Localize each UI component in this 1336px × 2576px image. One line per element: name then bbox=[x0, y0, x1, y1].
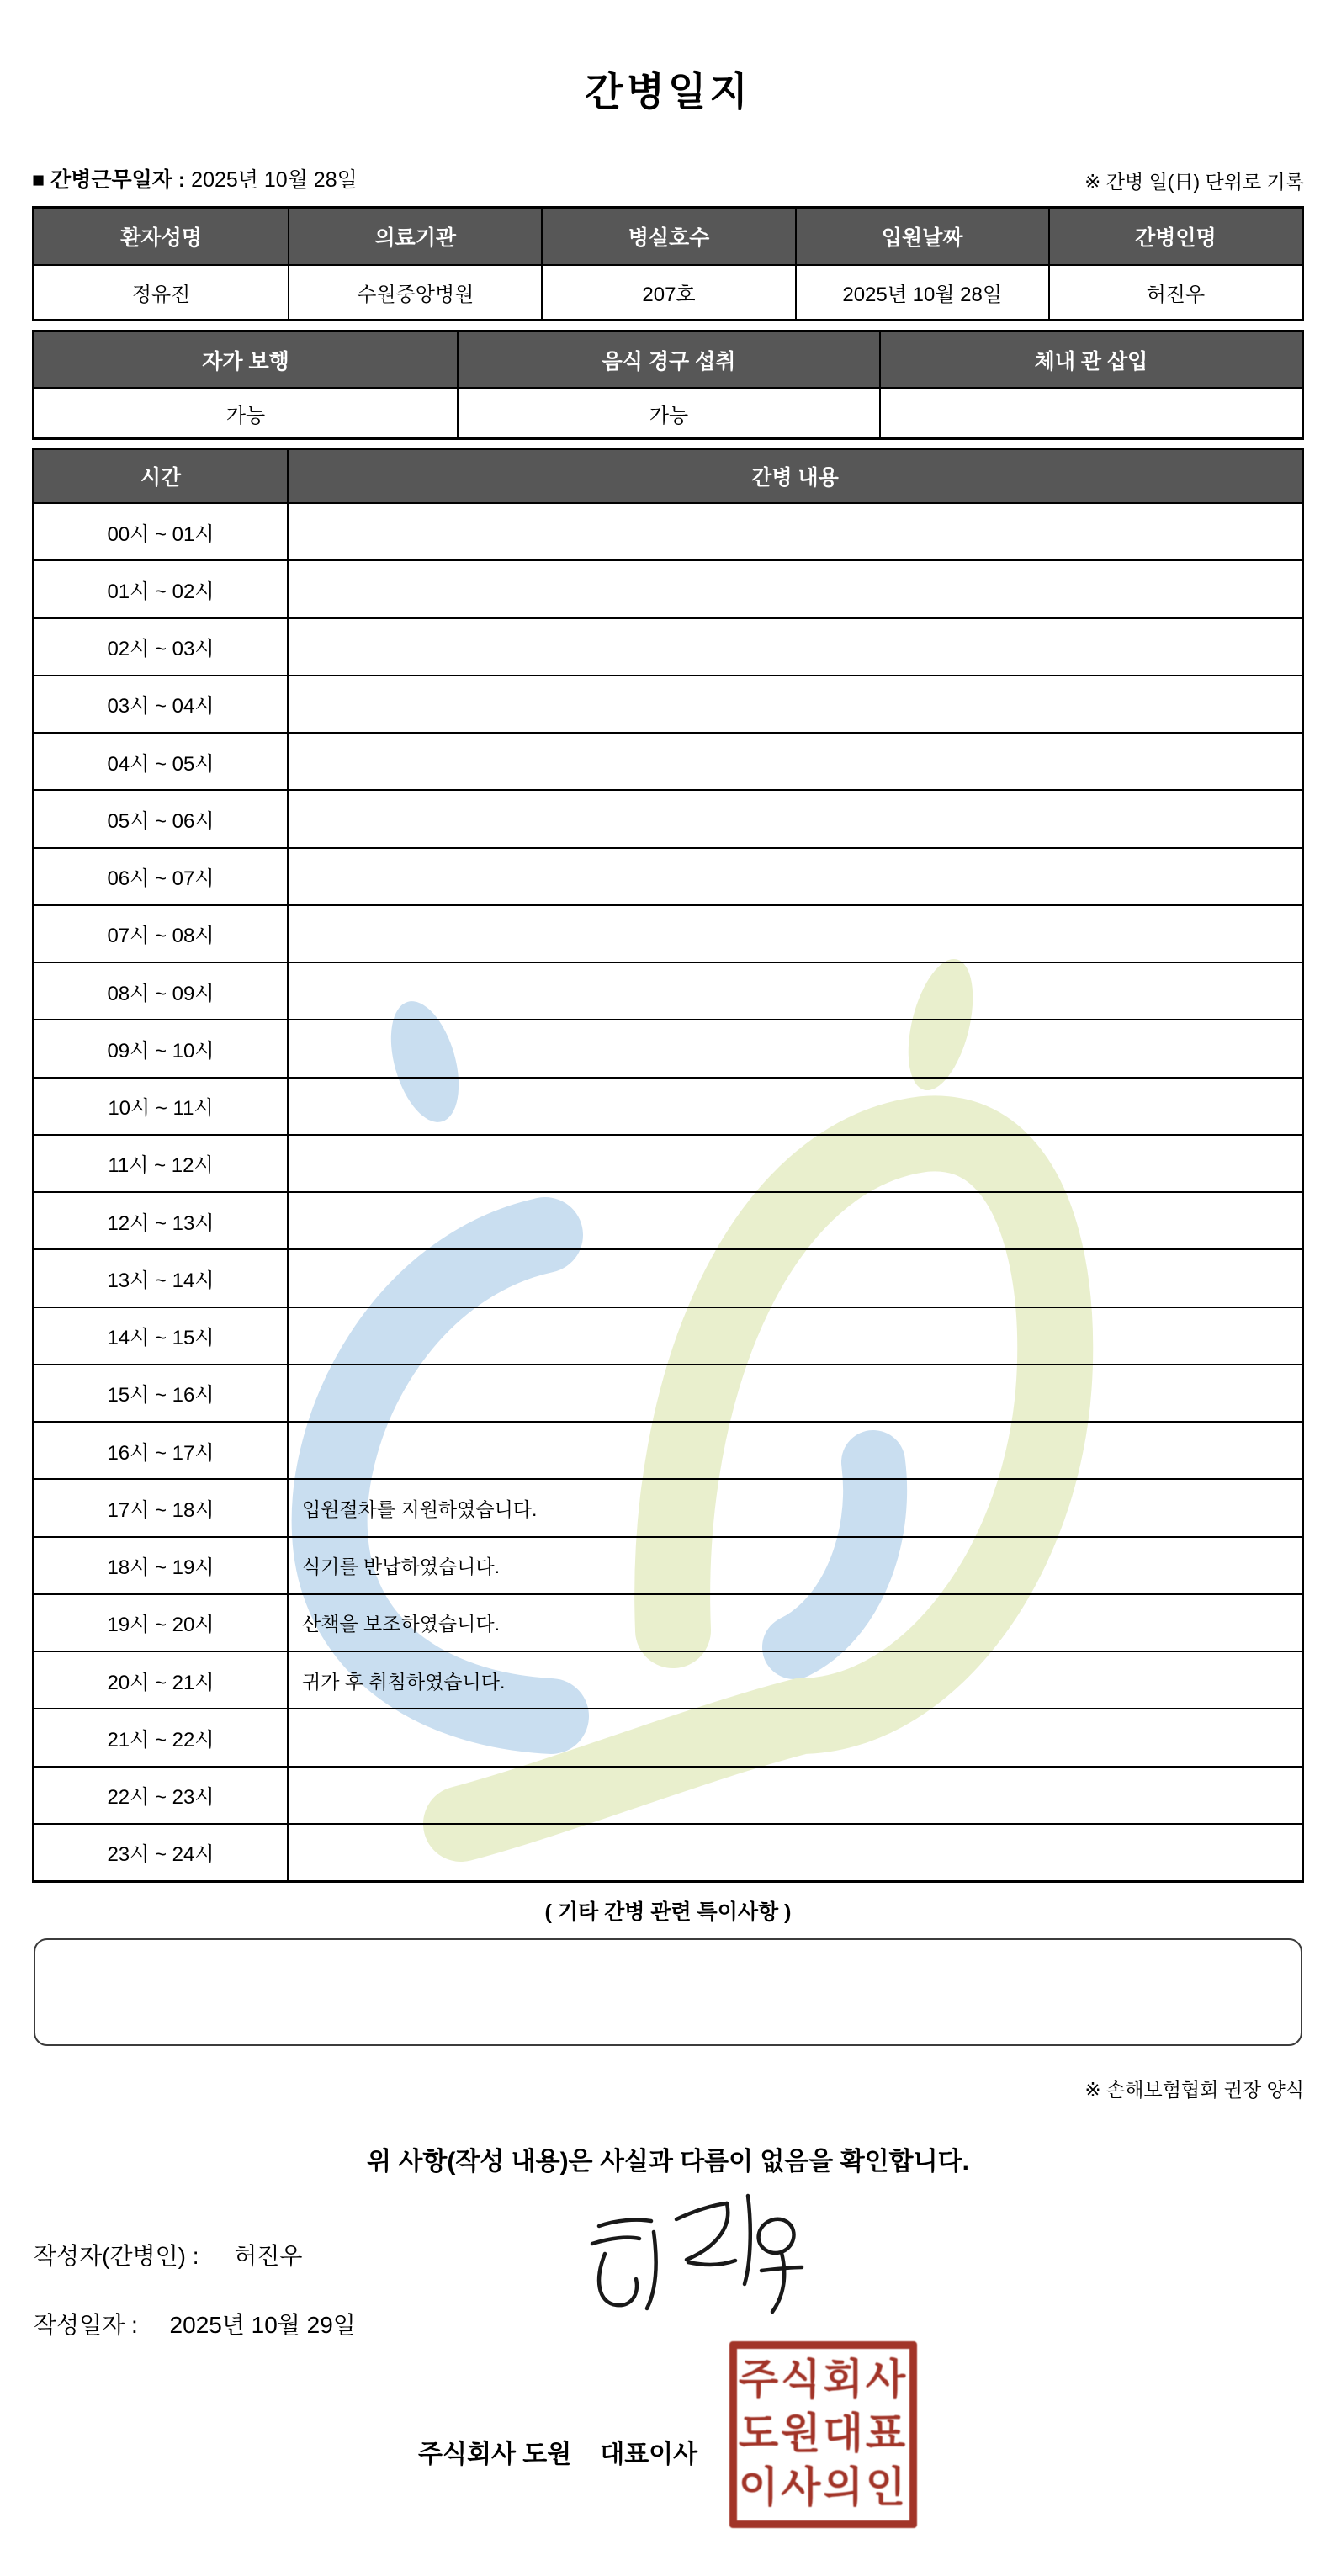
log-row-time: 04시 ~ 05시 bbox=[34, 732, 287, 789]
special-notes-label: ( 기타 간병 관련 특이사항 ) bbox=[544, 1900, 792, 1924]
writer-name: 허진우 bbox=[234, 2243, 303, 2269]
written-date-line bbox=[34, 2307, 356, 2340]
log-row-time: 17시 ~ 18시 bbox=[34, 1478, 287, 1535]
log-row-content bbox=[287, 904, 1302, 962]
company-name: 주식회사 도원 bbox=[418, 2441, 572, 2468]
writer-label: 작성자(간병인) : bbox=[34, 2243, 199, 2269]
log-row-time: 03시 ~ 04시 bbox=[34, 675, 287, 732]
confirmation-statement: 위 사항(작성 내용)은 사실과 다름이 없음을 확인합니다. bbox=[367, 2148, 969, 2176]
patient-status-table bbox=[32, 330, 1304, 440]
log-row-time: 18시 ~ 19시 bbox=[34, 1536, 287, 1593]
log-row-content bbox=[287, 1766, 1302, 1823]
status-table-value-cell: 가능 bbox=[34, 387, 457, 437]
log-row-time: 22시 ~ 23시 bbox=[34, 1766, 287, 1823]
log-row-content bbox=[287, 502, 1302, 559]
log-row-time: 01시 ~ 02시 bbox=[34, 559, 287, 617]
patient-table-header-cell: 입원날짜 bbox=[795, 209, 1048, 264]
log-row-time: 20시 ~ 21시 bbox=[34, 1651, 287, 1708]
log-row-time: 13시 ~ 14시 bbox=[34, 1248, 287, 1306]
log-row-content bbox=[287, 617, 1302, 675]
patient-table-value-cell: 2025년 10월 28일 bbox=[795, 264, 1048, 319]
status-table-header-cell: 음식 경구 섭취 bbox=[457, 332, 879, 387]
log-row-time: 11시 ~ 12시 bbox=[34, 1134, 287, 1191]
writer-line bbox=[34, 2238, 302, 2271]
log-row-content: 식기를 반납하였습니다. bbox=[287, 1536, 1302, 1593]
record-unit-note: ※ 간병 일(日) 단위로 기록 bbox=[1084, 171, 1304, 193]
log-time-header: 시간 bbox=[34, 450, 287, 502]
log-content-header: 간병 내용 bbox=[287, 450, 1302, 502]
patient-table-value-cell: 정유진 bbox=[34, 264, 288, 319]
log-row-content bbox=[287, 1364, 1302, 1421]
company-line bbox=[418, 2433, 697, 2470]
log-row-time: 15시 ~ 16시 bbox=[34, 1364, 287, 1421]
log-row-content bbox=[287, 789, 1302, 846]
log-row-content bbox=[287, 675, 1302, 732]
stamp-line: 이사의인 bbox=[738, 2464, 909, 2511]
patient-table-value-cell: 허진우 bbox=[1048, 264, 1302, 319]
corporate-seal-stamp bbox=[729, 2341, 917, 2528]
patient-table-header-cell: 간병인명 bbox=[1048, 209, 1302, 264]
log-row-content: 산책을 보조하였습니다. bbox=[287, 1593, 1302, 1651]
status-table-header-cell: 체내 관 삽입 bbox=[879, 332, 1302, 387]
log-row-content bbox=[287, 1708, 1302, 1765]
log-row-time: 14시 ~ 15시 bbox=[34, 1307, 287, 1364]
status-table-value-cell: 가능 bbox=[457, 387, 879, 437]
patient-table-value-cell: 207호 bbox=[541, 264, 794, 319]
patient-table-header-cell: 환자성명 bbox=[34, 209, 288, 264]
log-row-content bbox=[287, 1248, 1302, 1306]
page-title: 간병일지 bbox=[585, 69, 751, 114]
log-row-time: 05시 ~ 06시 bbox=[34, 789, 287, 846]
log-row-time: 08시 ~ 09시 bbox=[34, 962, 287, 1019]
status-table-value-cell bbox=[879, 387, 1302, 437]
log-row-time: 12시 ~ 13시 bbox=[34, 1191, 287, 1248]
log-row-time: 06시 ~ 07시 bbox=[34, 847, 287, 904]
log-row-content bbox=[287, 847, 1302, 904]
special-notes-box bbox=[34, 1938, 1302, 2046]
log-row-time: 10시 ~ 11시 bbox=[34, 1077, 287, 1134]
log-row-time: 23시 ~ 24시 bbox=[34, 1823, 287, 1880]
log-row-content bbox=[287, 1421, 1302, 1478]
log-row-content: 입원절차를 지원하였습니다. bbox=[287, 1478, 1302, 1535]
stamp-line: 도원대표 bbox=[738, 2410, 909, 2457]
written-date-value: 2025년 10월 29일 bbox=[169, 2312, 356, 2338]
log-row-time: 07시 ~ 08시 bbox=[34, 904, 287, 962]
log-row-content bbox=[287, 732, 1302, 789]
log-row-content bbox=[287, 1191, 1302, 1248]
stamp-line: 주식회사 bbox=[738, 2356, 909, 2404]
log-row-content bbox=[287, 1307, 1302, 1364]
log-row-content bbox=[287, 1134, 1302, 1191]
log-row-time: 19시 ~ 20시 bbox=[34, 1593, 287, 1651]
log-row-content bbox=[287, 962, 1302, 1019]
care-work-date-label: ■ 간병근무일자 : bbox=[32, 168, 186, 192]
care-work-date-value: 2025년 10월 28일 bbox=[191, 168, 358, 192]
recommended-form-note: ※ 손해보험협회 권장 양식 bbox=[1084, 2079, 1304, 2101]
care-work-date-line bbox=[32, 163, 358, 193]
log-row-time: 16시 ~ 17시 bbox=[34, 1421, 287, 1478]
handwritten-signature bbox=[555, 2181, 841, 2332]
log-row-content bbox=[287, 1823, 1302, 1880]
log-row-content bbox=[287, 1019, 1302, 1076]
log-row-time: 02시 ~ 03시 bbox=[34, 617, 287, 675]
company-title: 대표이사 bbox=[600, 2441, 698, 2468]
log-row-time: 21시 ~ 22시 bbox=[34, 1708, 287, 1765]
patient-table-value-cell: 수원중앙병원 bbox=[288, 264, 541, 319]
log-row-content: 귀가 후 취침하였습니다. bbox=[287, 1651, 1302, 1708]
patient-table-header-cell: 의료기관 bbox=[288, 209, 541, 264]
log-row-time: 09시 ~ 10시 bbox=[34, 1019, 287, 1076]
log-row-content bbox=[287, 559, 1302, 617]
log-row-time: 00시 ~ 01시 bbox=[34, 502, 287, 559]
written-date-label: 작성일자 : bbox=[34, 2312, 138, 2338]
patient-info-table bbox=[32, 206, 1304, 321]
patient-table-header-cell: 병실호수 bbox=[541, 209, 794, 264]
care-log-table bbox=[32, 448, 1304, 1883]
log-row-content bbox=[287, 1077, 1302, 1134]
status-table-header-cell: 자가 보행 bbox=[34, 332, 457, 387]
